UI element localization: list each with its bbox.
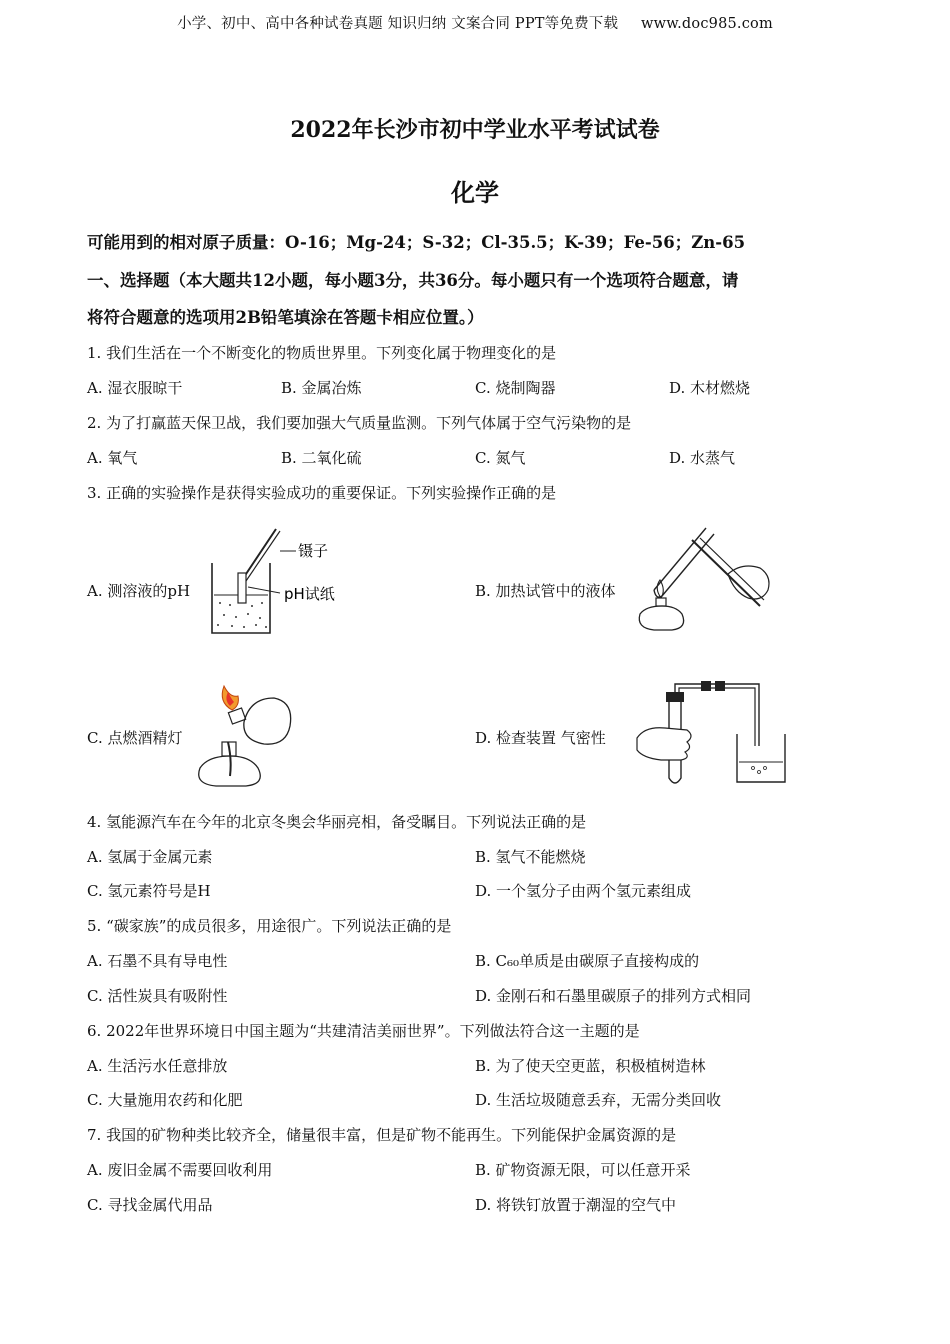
question-7-stem: 7. 我国的矿物种类比较齐全，储量很丰富，但是矿物不能再生。下列能保护金属资源的是 [87, 1126, 677, 1144]
question-3-stem: 3. 正确的实验操作是获得实验成功的重要保证。下列实验操作正确的是 [87, 484, 557, 502]
q2-option-a: A. 氧气 [87, 449, 138, 467]
q4-option-c: C. 氢元素符号是H [87, 882, 211, 900]
hand-icon [637, 728, 691, 760]
ph-paper-strip [238, 573, 246, 603]
question-2-stem: 2. 为了打赢蓝天保卫战，我们要加强大气质量监测。下列气体属于空气污染物的是 [87, 414, 632, 432]
q3-option-a: A. 测溶液的pH [87, 582, 191, 600]
page-header [0, 12, 950, 33]
q1-option-d: D. 木材燃烧 [669, 379, 751, 397]
q7-option-d: D. 将铁钉放置于潮湿的空气中 [475, 1196, 677, 1214]
alcohol-lamp-icon [639, 606, 683, 630]
q2-option-d: D. 水蒸气 [669, 449, 736, 467]
question-6-stem: 6. 2022年世界环境日中国主题为“共建清洁美丽世界”。下列做法符合这一主题的是 [87, 1022, 640, 1040]
atomic-mass-line: 可能用到的相对原子质量：O-16；Mg-24；S-32；Cl-35.5；K-39；Fe-56；Zn-65 [87, 233, 746, 252]
section-heading-line2: 将符合题意的选项用2B铅笔填涂在答题卡相应位置。） [87, 308, 484, 327]
q6-option-a: A. 生活污水任意排放 [87, 1057, 228, 1075]
q5-option-b: B. C₆₀单质是由碳原子直接构成的 [475, 952, 700, 970]
q3-option-b: B. 加热试管中的液体 [475, 582, 616, 600]
q3-option-c: C. 点燃酒精灯 [87, 729, 183, 747]
tweezers-label: 镊子 [298, 542, 329, 560]
question-5-stem: 5. “碳家族”的成员很多，用途很广。下列说法正确的是 [87, 917, 452, 935]
exam-title: 2022年长沙市初中学业水平考试试卷 [290, 117, 660, 143]
tweezers-icon [242, 529, 276, 580]
q1-option-c: C. 烧制陶器 [475, 379, 556, 397]
q3-option-d: D. 检查装置 气密性 [475, 729, 606, 747]
ph-paper-label: pH试纸 [284, 585, 335, 603]
q7-option-c: C. 寻找金属代用品 [87, 1196, 213, 1214]
q1-option-b: B. 金属冶炼 [281, 379, 362, 397]
q5-option-a: A. 石墨不具有导电性 [87, 952, 228, 970]
q6-option-d: D. 生活垃圾随意丢弃，无需分类回收 [475, 1091, 722, 1109]
q2-option-c: C. 氮气 [475, 449, 526, 467]
q6-option-c: C. 大量施用农药和化肥 [87, 1091, 243, 1109]
heating-test-tube-figure [632, 518, 782, 638]
liquid-dots [217, 601, 267, 628]
beaker-outline [737, 734, 785, 782]
tube-holder [692, 540, 760, 606]
q4-option-d: D. 一个氢分子由两个氢元素组成 [475, 882, 692, 900]
q7-option-b: B. 矿物资源无限，可以任意开采 [475, 1161, 691, 1179]
q6-option-b: B. 为了使天空更蓝，积极植树造林 [475, 1057, 706, 1075]
lighting-lamp-figure [192, 680, 302, 790]
subject-title: 化学 [451, 178, 499, 207]
q5-option-c: C. 活性炭具有吸附性 [87, 987, 228, 1005]
question-1-stem: 1. 我们生活在一个不断变化的物质世界里。下列变化属于物理变化的是 [87, 344, 557, 362]
section-heading-line1: 一、选择题（本大题共12小题，每小题3分，共36分。每小题只有一个选项符合题意，请 [87, 271, 739, 290]
q2-option-b: B. 二氧化硫 [281, 449, 362, 467]
upper-alcohol-lamp-icon [244, 698, 291, 744]
q4-option-a: A. 氢属于金属元素 [87, 848, 213, 866]
q4-option-b: B. 氢气不能燃烧 [475, 848, 586, 866]
q7-option-a: A. 废旧金属不需要回收利用 [87, 1161, 273, 1179]
question-4-stem: 4. 氢能源汽车在今年的北京冬奥会华丽亮相，备受瞩目。下列说法正确的是 [87, 813, 587, 831]
q1-option-a: A. 湿衣服晾干 [87, 379, 183, 397]
stopper [666, 692, 684, 702]
test-tube [654, 528, 706, 590]
bubbles [752, 767, 767, 774]
header-site-link[interactable]: www.doc985.com [640, 16, 773, 32]
airtightness-check-figure [635, 676, 795, 791]
q5-option-d: D. 金刚石和石墨里碳原子的排列方式相同 [475, 987, 752, 1005]
header-text: 小学、初中、高中各种试卷真题 知识归纳 文案合同 PPT等免费下载 [177, 16, 619, 32]
ph-test-figure [200, 525, 350, 640]
